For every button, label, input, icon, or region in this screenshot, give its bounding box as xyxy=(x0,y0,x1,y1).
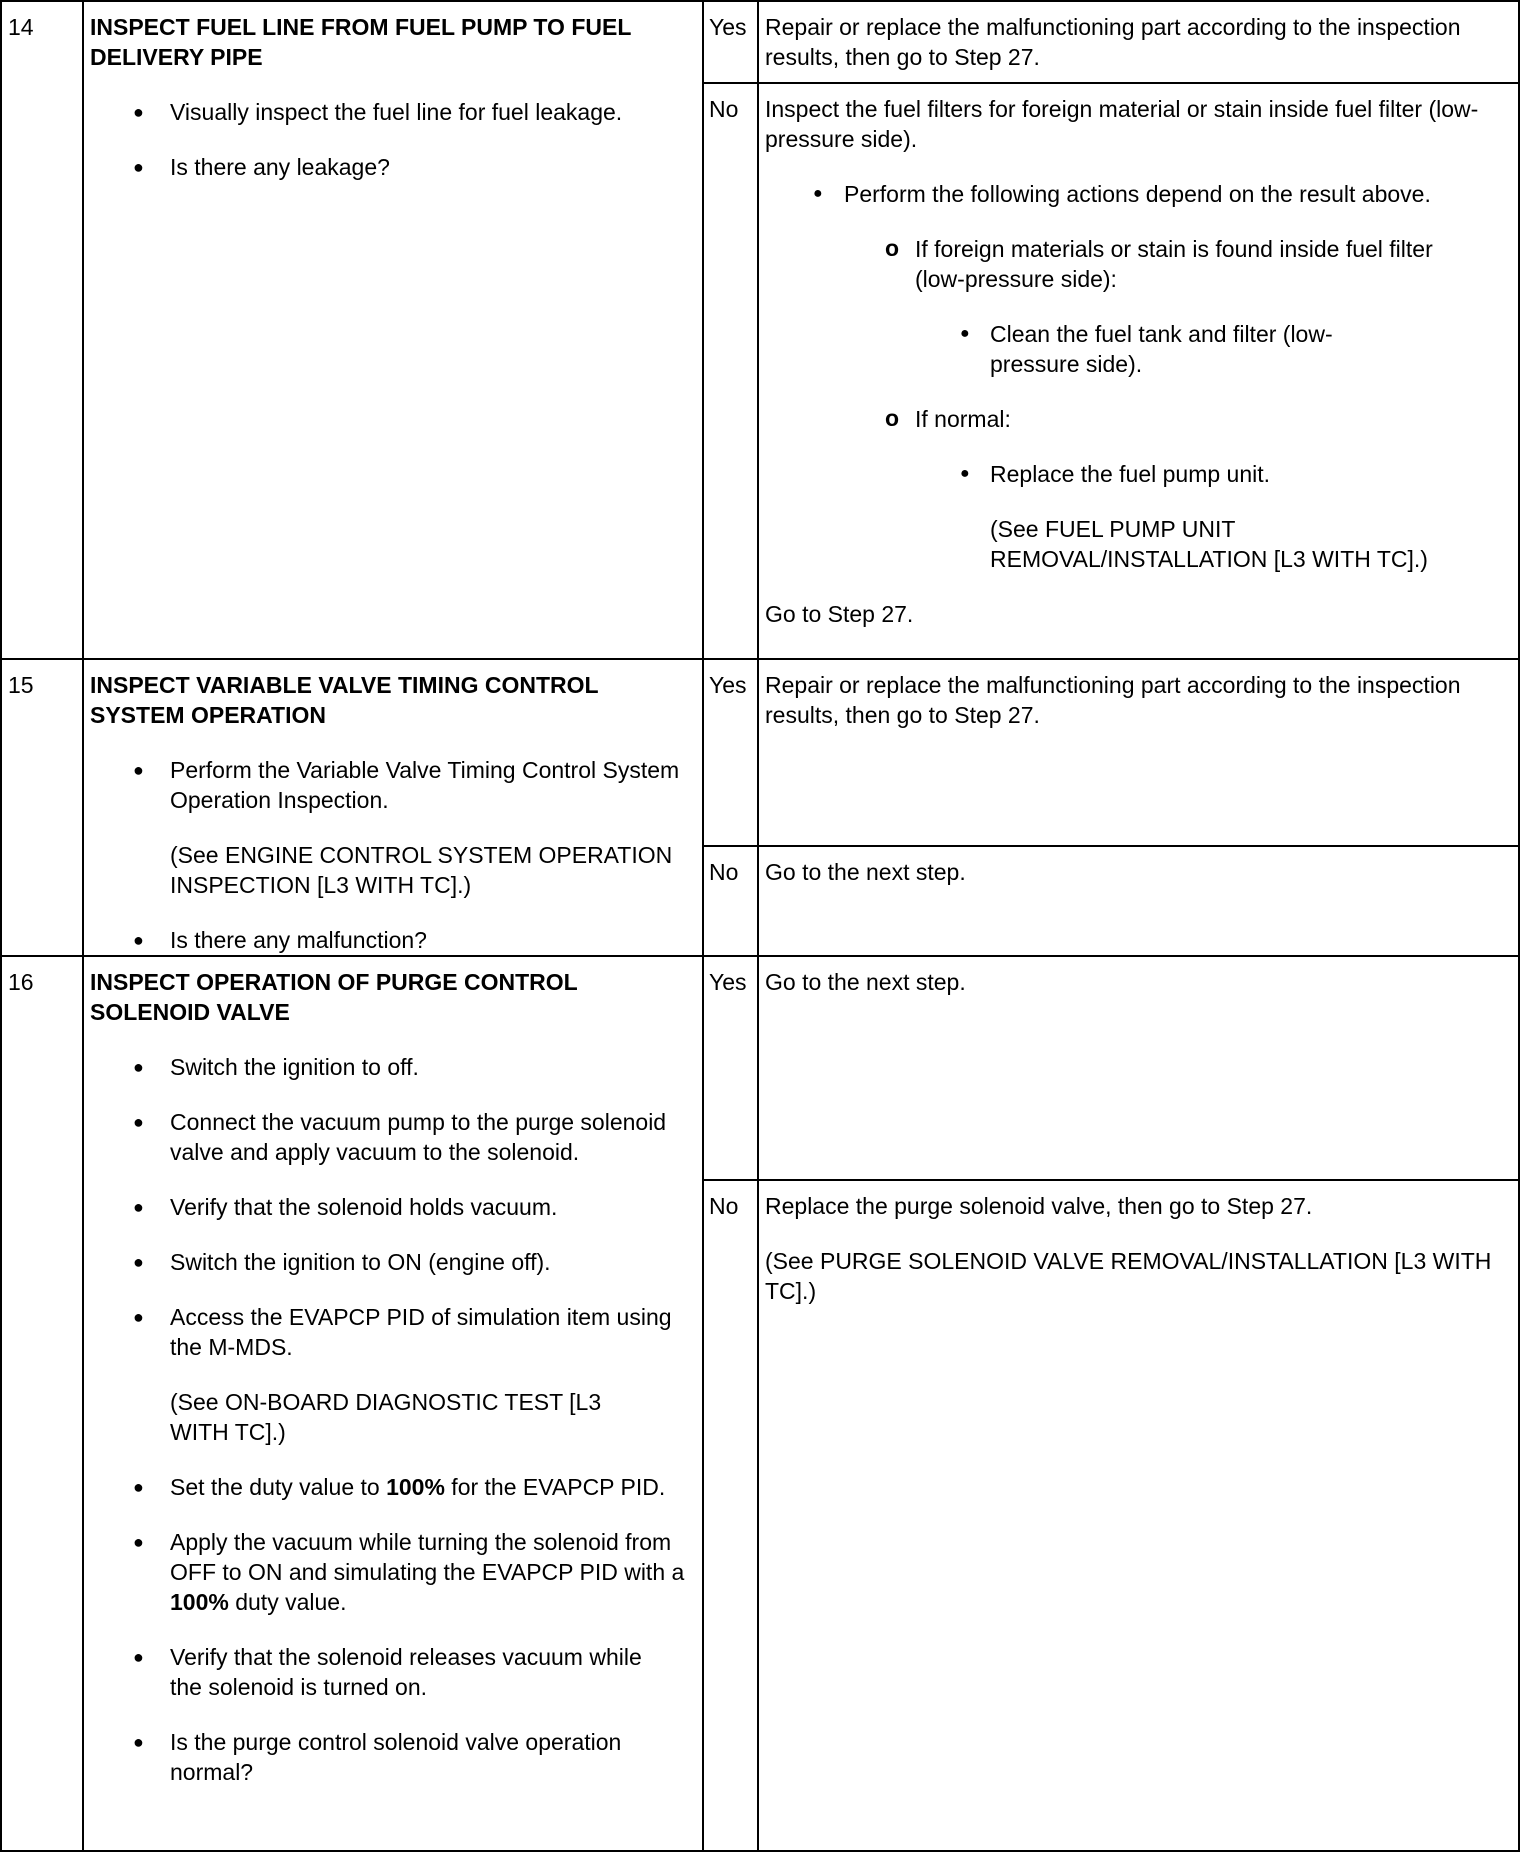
procedure-item: ● Verify that the solenoid releases vacuum while the solenoid is turned on. xyxy=(90,1642,696,1702)
reference-note: (See ENGINE CONTROL SYSTEM OPERATION INSPECTION [L3 WITH TC].) xyxy=(170,842,673,898)
step-number: 16 xyxy=(8,969,34,995)
no-sub-condition: o If foreign materials or stain is found inside fuel filter (low-pressure side): xyxy=(915,234,1512,294)
procedure-item: ● Apply the vacuum while turning the solenoid from OFF to ON and simulating the EVAPCP PID with a 100% duty value. xyxy=(90,1527,696,1617)
reference-note: (See FUEL PUMP UNIT REMOVAL/INSTALLATION [L3 WITH TC].) xyxy=(990,516,1428,572)
yes-label: Yes xyxy=(709,969,747,995)
step-15-procedure xyxy=(84,660,702,955)
no-intro: Inspect the fuel filters for foreign material or stain inside fuel filter (low-pressure side). xyxy=(765,96,1479,152)
column-divider-2 xyxy=(702,2,704,1850)
no-sub-action: ● Replace the fuel pump unit. xyxy=(990,459,1512,489)
reference-note: (See PURGE SOLENOID VALVE REMOVAL/INSTALLATION [L3 WITH TC].) xyxy=(765,1248,1492,1304)
yes-label: Yes xyxy=(709,14,747,40)
step-14-procedure xyxy=(84,2,702,182)
procedure-item: ● Access the EVAPCP PID of simulation item using the M-MDS. xyxy=(90,1302,696,1362)
step-16-procedure xyxy=(84,957,702,1787)
procedure-item: ● Is there any leakage? xyxy=(90,152,696,182)
yes-action: Go to the next step. xyxy=(765,969,966,995)
no-bullet: ● Perform the following actions depend on the result above. xyxy=(813,181,1431,207)
procedure-item: ● Is the purge control solenoid valve operation normal? xyxy=(90,1727,696,1787)
reference-note: (See ON-BOARD DIAGNOSTIC TEST [L3 WITH TC].) xyxy=(170,1389,602,1445)
goto-text: Go to Step 27. xyxy=(765,601,914,627)
step-number: 14 xyxy=(8,14,34,40)
no-text: Replace the purge solenoid valve, then go to Step 27. xyxy=(765,1193,1313,1219)
procedure-item: ● Verify that the solenoid holds vacuum. xyxy=(90,1192,696,1222)
no-action xyxy=(759,1181,1518,1306)
step-number: 15 xyxy=(8,672,34,698)
no-label: No xyxy=(709,96,739,122)
no-sub-condition: o If normal: xyxy=(915,404,1512,434)
step-title: INSPECT VARIABLE VALVE TIMING CONTROL SYSTEM OPERATION xyxy=(90,672,599,728)
procedure-item: ● Set the duty value to 100% for the EVAPCP PID. xyxy=(90,1472,696,1502)
procedure-item: ● Connect the vacuum pump to the purge solenoid valve and apply vacuum to the solenoid. xyxy=(90,1107,696,1167)
yes-action: Repair or replace the malfunctioning part according to the inspection results, then go to Step 27. xyxy=(765,14,1461,70)
yes-label: Yes xyxy=(709,672,747,698)
no-sub-action: ● Clean the fuel tank and filter (low-pressure side). xyxy=(990,319,1512,379)
step-title: INSPECT OPERATION OF PURGE CONTROL SOLENOID VALVE xyxy=(90,969,578,1025)
procedure-item: ● Is there any malfunction? xyxy=(90,925,696,955)
step-title: INSPECT FUEL LINE FROM FUEL PUMP TO FUEL DELIVERY PIPE xyxy=(90,14,631,70)
no-action: Go to the next step. xyxy=(765,859,966,885)
procedure-item: ● Perform the Variable Valve Timing Control System Operation Inspection. xyxy=(90,755,696,815)
procedure-item: ● Switch the ignition to ON (engine off). xyxy=(90,1247,696,1277)
no-label: No xyxy=(709,1193,739,1219)
no-label: No xyxy=(709,859,739,885)
procedure-item: ● Switch the ignition to off. xyxy=(90,1052,696,1082)
no-action xyxy=(759,84,1518,629)
yes-action: Repair or replace the malfunctioning part according to the inspection results, then go to Step 27. xyxy=(765,672,1461,728)
procedure-item: ● Visually inspect the fuel line for fuel leakage. xyxy=(90,97,696,127)
